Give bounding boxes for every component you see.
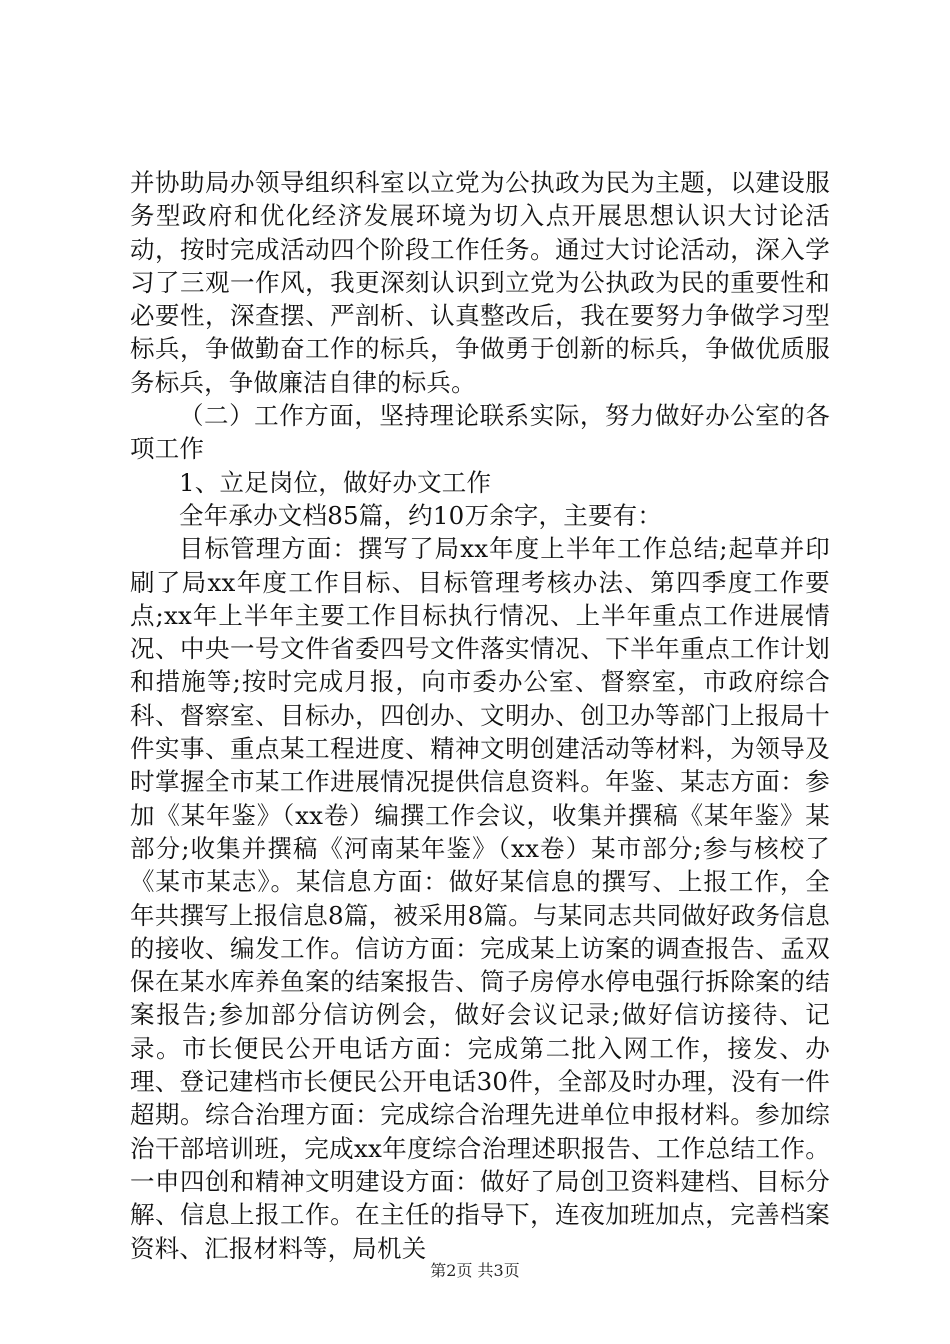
paragraph-continuation: 并协助局办领导组织科室以立党为公执政为民为主题，以建设服务型政府和优化经济发展环境为切入点开展思想认识大讨论活动，按时完成活动四个阶段工作任务。通过大讨论活动，深入学习了三观一作风，我更深刻认识到立党为公执政为民的重要性和必要性，深查摆、严剖析、认真整改后，我在要努力争做学习型标兵，争做勤奋工作的标兵，争做勇于创新的标兵，争做优质服务标兵，争做廉洁自律的标兵。 [130,168,830,397]
paragraph-details: 目标管理方面：撰写了局xx年度上半年工作总结;起草并印刷了局xx年度工作目标、目标管理考核办法、第四季度工作要点;xx年上半年主要工作目标执行情况、上半年重点工作进展情况、中央一号文件省委四号文件落实情况、下半年重点工作计划和措施等;按时完成月报，向市委办公室、督察室，市政府综合科、督察室、目标办，四创办、文明办、创卫办等部门上报局十件实事、重点某工程进度、精神文明创建活动等材料，为领导及时掌握全市某工作进展情况提供信息资料。年鉴、某志方面：参加《某年鉴》（xx卷）编撰工作会议，收集并撰稿《某年鉴》某部分;收集并撰稿《河南某年鉴》（xx卷）某市部分;参与核校了《某市某志》。某信息方面：做好某信息的撰写、上报工作，全年共撰写上报信息8篇，被采用8篇。与某同志共同做好政务信息的接收、编发工作。信访方面：完成某上访案的调查报告、孟双保在某水库养鱼案的结案报告、筒子房停水停电强行拆除案的结案报告;参加部分信访例会，做好会议记录;做好信访接待、记录。市长便民公开电话方面：完成第二批入网工作，接发、办理、登记建档市长便民公开电话30件，全部及时办理，没有一件超期。综合治理方面：完成综合治理先进单位申报材料。参加综治干部培训班，完成xx年度综合治理述职报告、工作总结工作。一申四创和精神文明建设方面：做好了局创卫资料建档、目标分解、信息上报工作。在主任的指导下，连夜加班加点，完善档案资料、汇报材料等，局机关 [130,534,830,1263]
page-footer: 第2页 共3页 [430,1261,520,1280]
subsection-heading: 1、立足岗位，做好办文工作 [179,467,492,497]
section-heading: （二）工作方面，坚持理论联系实际，努力做好办公室的各项工作 [130,401,830,464]
document-body [130,166,830,1265]
paragraph-summary: 全年承办文档85篇，约10万余字，主要有： [179,500,663,530]
